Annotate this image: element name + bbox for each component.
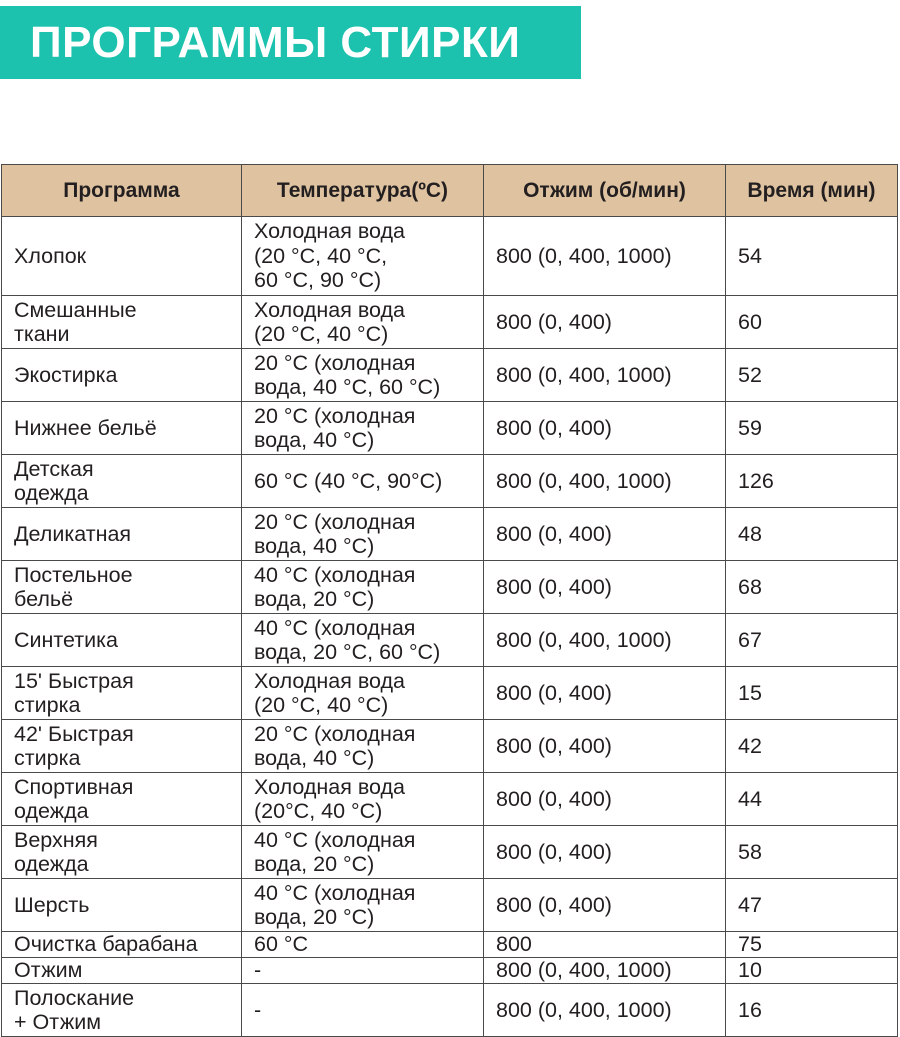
cell-spin: 800 (0, 400, 1000) [484,958,726,984]
column-header-time: Время (мин) [726,165,898,217]
cell-spin: 800 (0, 400, 1000) [484,455,726,508]
cell-time: 68 [726,561,898,614]
table-row [2,879,898,932]
cell-time: 58 [726,826,898,879]
table-row [2,773,898,826]
cell-temperature: - [242,984,484,1037]
cell-time: 15 [726,667,898,720]
cell-temperature: 20 °C (холодная вода, 40 °C) [242,402,484,455]
cell-time: 16 [726,984,898,1037]
column-header-spin: Отжим (об/мин) [484,165,726,217]
cell-temperature: Холодная вода (20 °C, 40 °C) [242,296,484,349]
table-row [2,508,898,561]
cell-spin: 800 (0, 400, 1000) [484,614,726,667]
cell-time: 60 [726,296,898,349]
table-row [2,614,898,667]
table-row [2,561,898,614]
cell-temperature: Холодная вода (20°C, 40 °C) [242,773,484,826]
cell-temperature: Холодная вода (20 °C, 40 °C) [242,667,484,720]
cell-time: 75 [726,932,898,958]
cell-program: Хлопок [2,217,242,296]
cell-program: Деликатная [2,508,242,561]
cell-program: Нижнее бельё [2,402,242,455]
wash-programs-table [1,164,898,1037]
cell-program: Очистка барабана [2,932,242,958]
cell-spin: 800 (0, 400) [484,561,726,614]
cell-spin: 800 (0, 400) [484,508,726,561]
title-banner [0,6,581,79]
cell-program: Постельное бельё [2,561,242,614]
cell-spin: 800 (0, 400) [484,826,726,879]
table-row [2,349,898,402]
cell-temperature: 40 °C (холодная вода, 20 °C, 60 °C) [242,614,484,667]
cell-spin: 800 (0, 400) [484,720,726,773]
cell-time: 47 [726,879,898,932]
page-title: ПРОГРАММЫ СТИРКИ [30,17,521,67]
cell-temperature: 20 °C (холодная вода, 40 °C) [242,508,484,561]
cell-program: Детская одежда [2,455,242,508]
cell-temperature: 60 °C (40 °C, 90°C) [242,455,484,508]
cell-time: 54 [726,217,898,296]
cell-spin: 800 (0, 400) [484,773,726,826]
cell-program: Синтетика [2,614,242,667]
table-row [2,984,898,1037]
cell-program: 42' Быстрая стирка [2,720,242,773]
table-row [2,402,898,455]
cell-program: 15' Быстрая стирка [2,667,242,720]
cell-temperature: 20 °C (холодная вода, 40 °C, 60 °C) [242,349,484,402]
cell-program: Экостирка [2,349,242,402]
table-row [2,932,898,958]
table-row [2,720,898,773]
cell-spin: 800 (0, 400) [484,402,726,455]
cell-temperature: 20 °C (холодная вода, 40 °C) [242,720,484,773]
cell-time: 52 [726,349,898,402]
cell-program: Полоскание + Отжим [2,984,242,1037]
cell-temperature: 60 °C [242,932,484,958]
column-header-temperature: Температура(ºC) [242,165,484,217]
cell-spin: 800 (0, 400) [484,667,726,720]
cell-time: 126 [726,455,898,508]
cell-spin: 800 [484,932,726,958]
table-row [2,958,898,984]
cell-program: Верхняя одежда [2,826,242,879]
cell-spin: 800 (0, 400, 1000) [484,217,726,296]
cell-time: 48 [726,508,898,561]
cell-time: 42 [726,720,898,773]
cell-time: 59 [726,402,898,455]
cell-spin: 800 (0, 400) [484,296,726,349]
cell-time: 10 [726,958,898,984]
table-body [2,217,898,1037]
table-row [2,296,898,349]
cell-temperature: Холодная вода (20 °C, 40 °C, 60 °C, 90 °C) [242,217,484,296]
table-row [2,826,898,879]
cell-time: 67 [726,614,898,667]
cell-temperature: 40 °C (холодная вода, 20 °C) [242,879,484,932]
cell-spin: 800 (0, 400, 1000) [484,349,726,402]
cell-time: 44 [726,773,898,826]
cell-program: Шерсть [2,879,242,932]
cell-temperature: - [242,958,484,984]
cell-program: Спортивная одежда [2,773,242,826]
cell-program: Смешанные ткани [2,296,242,349]
cell-spin: 800 (0, 400) [484,879,726,932]
table-header-row [2,165,898,217]
cell-temperature: 40 °C (холодная вода, 20 °C) [242,561,484,614]
cell-program: Отжим [2,958,242,984]
table-row [2,217,898,296]
table-row [2,455,898,508]
cell-spin: 800 (0, 400, 1000) [484,984,726,1037]
column-header-program: Программа [2,165,242,217]
table-row [2,667,898,720]
cell-temperature: 40 °C (холодная вода, 20 °C) [242,826,484,879]
